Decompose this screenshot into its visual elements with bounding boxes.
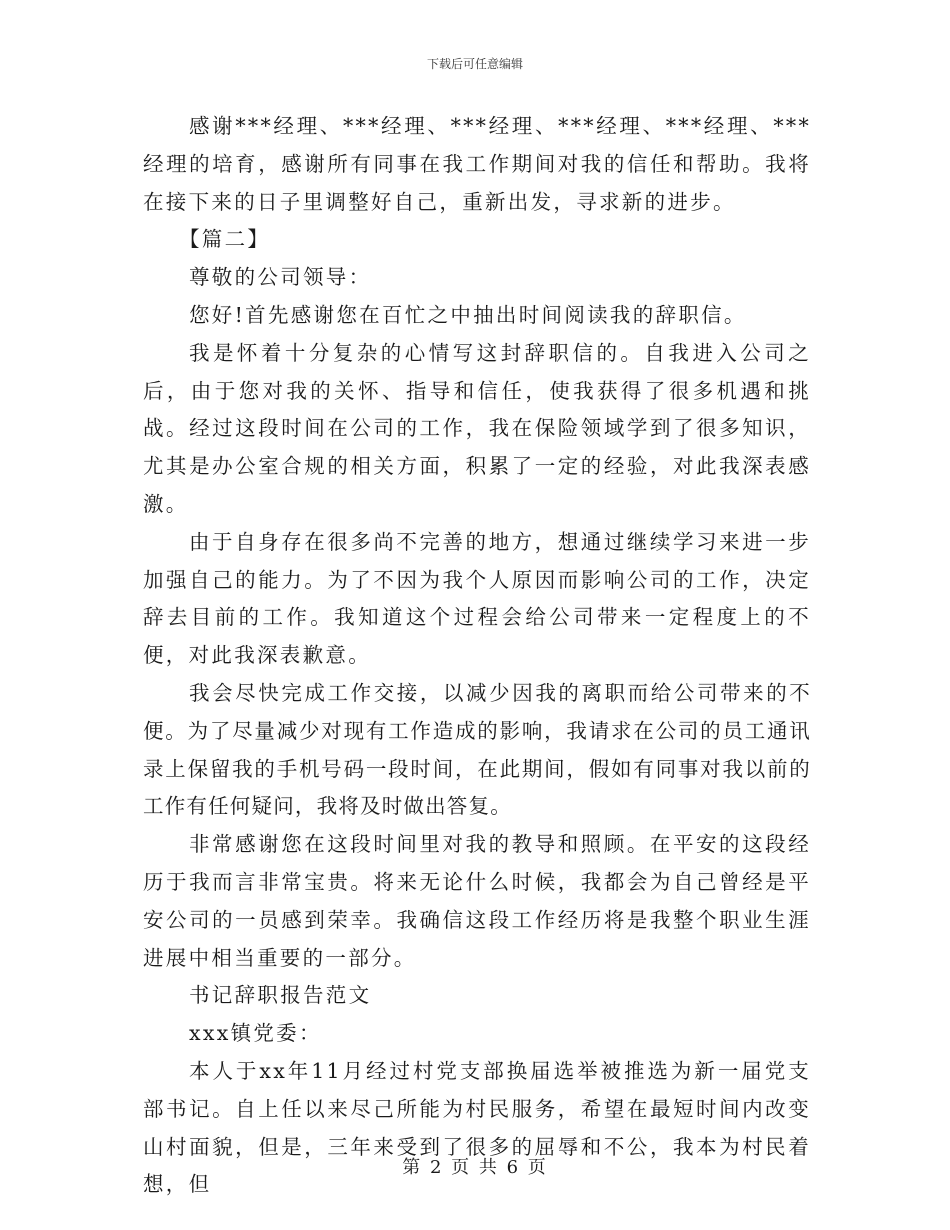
salutation: 尊敬的公司领导： [189,265,372,290]
document-body [143,108,811,1204]
paragraph-body: 我是怀着十分复杂的心情写这封辞职信的。自我进入公司之后，由于您对我的关怀、指导和信任，使我获得了很多机遇和挑战。经过这段时间在公司的工作，我在保险领域学到了很多知识，尤其是办公室合规的相关方面，积累了一定的经验，对此我深表感激。 [143,340,811,516]
page-number: 第 2 页 共 6 页 [402,1157,548,1178]
paragraph-greeting: 您好!首先感谢您在百忙之中抽出时间阅读我的辞职信。 [189,302,747,327]
salutation: xxx镇党委： [189,1021,322,1046]
paragraph-body: 由于自身存在很多尚不完善的地方，想通过继续学习来进一步加强自己的能力。为了不因为我个人原因而影响公司的工作，决定辞去目前的工作。我知道这个过程会给公司带来一定程度上的不便，对此我深表歉意。 [143,529,811,668]
section-heading: 【篇二】 [179,227,271,252]
page-header-note: 下载后可任意编辑 [426,57,523,71]
paragraph-body: 我会尽快完成工作交接，以减少因我的离职而给公司带来的不便。为了尽量减少对现有工作造成的影响，我请求在公司的员工通讯录上保留我的手机号码一段时间，在此期间，假如有同事对我以前的工作有任何疑问，我将及时做出答复。 [143,680,811,819]
paragraph-body: 非常感谢您在这段时间里对我的教导和照顾。在平安的这段经历于我而言非常宝贵。将来无论什么时候，我都会为自己曾经是平安公司的一员感到荣幸。我确信这段工作经历将是我整个职业生涯进展中相当重要的一部分。 [143,832,811,970]
paragraph-body: 本人于xx年11月经过村党支部换届选举被推选为新一届党支部书记。自上任以来尽己所能为村民服务，希望在最短时间内改变山村面貌，但是，三年来受到了很多的屈辱和不公，我本为村民着想，但 [143,1058,811,1197]
paragraph-thanks: 感谢***经理、***经理、***经理、***经理、***经理、***经理的培育，感谢所有同事在我工作期间对我的信任和帮助。我将在接下来的日子里调整好自己，重新出发，寻求新的进步。 [143,114,811,214]
section-title: 书记辞职报告范文 [189,983,372,1008]
